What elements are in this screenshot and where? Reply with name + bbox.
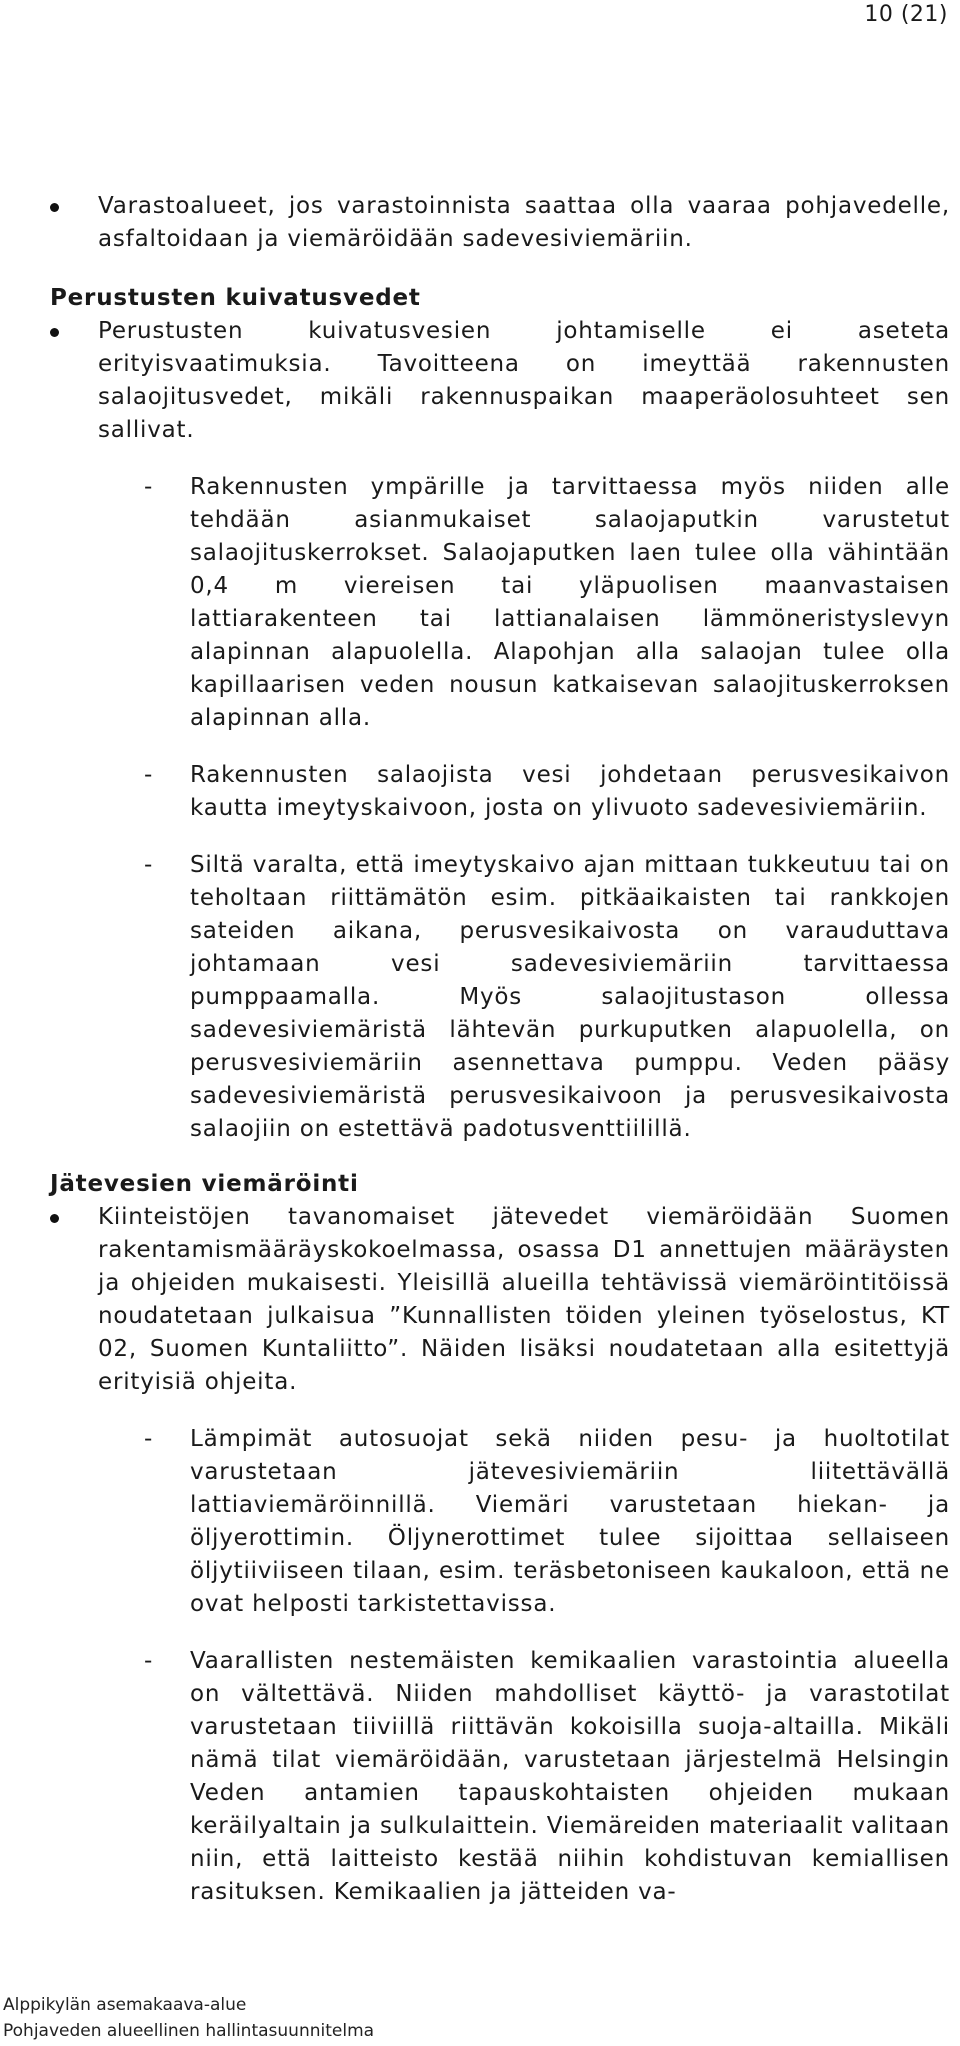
dash-marker: - xyxy=(144,1648,154,1674)
dash-text: Siltä varalta, että imeytyskaivo ajan mittaan tukkeutuu tai on teholtaan riittämätön esim. pitkäaikaisten tai rankkojen sateiden aikana, perusvesikaivosta on varauduttava johtamaan vesi sadevesiviemäriin tarvittaessa pumppaamalla. Myös salaojitustason ollessa sadevesiviemäristä lähtevän purkuputken alapuolella, on perusvesiviemäriin asennettava pumppu. Veden pääsy sadevesiviemäristä perusvesikaivoon ja perusvesikaivosta salaojiin on estettävä padotusventtiilillä. xyxy=(190,852,950,1142)
section-heading: Perustusten kuivatusvedet xyxy=(50,285,421,311)
page-number: 10 (21) xyxy=(864,2,948,27)
dash-item xyxy=(50,1645,950,1909)
footer-line-2: Pohjaveden alueellinen hallintasuunnitelma xyxy=(3,2021,375,2041)
dash-text: Rakennusten salaojista vesi johdetaan perusvesikaivon kautta imeytyskaivoon, josta on ylivuoto sadevesiviemäriin. xyxy=(190,762,950,821)
footer-line-1: Alppikylän asemakaava-alue xyxy=(3,1995,247,2015)
dash-text: Rakennusten ympärille ja tarvittaessa myös niiden alle tehdään asianmukaiset salaojaputkin varustetut salaojituskerrokset. Salaojaputken laen tulee olla vähintään 0,4 m viereisen tai yläpuolisen maanvastaisen lattiarakenteen tai lattianalaisen lämmöneristyslevyn alapinnan alapuolella. Alapohjan alla salaojan tulee olla kapillaarisen veden nousun katkaisevan salaojituskerroksen alapinnan alla. xyxy=(190,474,950,731)
dash-text: Lämpimät autosuojat sekä niiden pesu- ja huoltotilat varustetaan jätevesiviemäriin liitettävällä lattiaviemäröinnillä. Viemäri varustetaan hiekan- ja öljyerottimin. Öljynerottimet tulee sijoittaa sellaiseen öljytiiviiseen tilaan, esim. teräsbetoniseen kaukaloon, että ne ovat helposti tarkistettavissa. xyxy=(190,1426,950,1617)
dash-marker: - xyxy=(144,762,154,788)
bullet-item xyxy=(50,315,950,447)
bullet-text: Varastoalueet, jos varastoinnista saattaa olla vaaraa pohjavedelle, asfaltoidaan ja viemäröidään sadevesiviemäriin. xyxy=(98,193,950,252)
bullet-text: Perustusten kuivatusvesien johtamiselle ei aseteta erityisvaatimuksia. Tavoitteena on imeyttää rakennusten salaojitusvedet, mikäli rakennuspaikan maaperäolosuhteet sen sallivat. xyxy=(98,318,950,443)
dash-item xyxy=(50,471,950,735)
document-body xyxy=(50,190,950,1909)
bullet-icon xyxy=(50,328,59,337)
dash-item xyxy=(50,849,950,1146)
dash-marker: - xyxy=(144,852,154,878)
dash-marker: - xyxy=(144,474,154,500)
dash-text: Vaarallisten nestemäisten kemikaalien varastointia alueella on vältettävä. Niiden mahdolliset käyttö- ja varastotilat varustetaan tiiviillä riittävän kokoisilla suoja-altailla. Mikäli nämä tilat viemäröidään, varustetaan järjestelmä Helsingin Veden antamien tapauskohtaisten ohjeiden mukaan keräilyaltain ja sulkulaittein. Viemäreiden materiaalit valitaan niin, että laitteisto kestää niihin kohdistuvan kemiallisen rasituksen. Kemikaalien ja jätteiden va- xyxy=(190,1648,950,1905)
dash-marker: - xyxy=(144,1426,154,1452)
bullet-icon xyxy=(50,1214,59,1223)
section-heading: Jätevesien viemäröinti xyxy=(50,1171,359,1197)
bullet-icon xyxy=(50,203,59,212)
bullet-text: Kiinteistöjen tavanomaiset jätevedet viemäröidään Suomen rakentamismääräyskokoelmassa, osassa D1 annettujen määräysten ja ohjeiden mukaisesti. Yleisillä alueilla tehtävissä viemäröintitöissä noudatetaan julkaisua ”Kunnallisten töiden yleinen työselostus, KT 02, Suomen Kuntaliitto”. Näiden lisäksi noudatetaan alla esitettyjä erityisiä ohjeita. xyxy=(98,1204,950,1395)
page-footer xyxy=(3,1992,374,2044)
dash-item xyxy=(50,1423,950,1621)
bullet-item xyxy=(50,1201,950,1399)
bullet-item xyxy=(50,190,950,256)
dash-item xyxy=(50,759,950,825)
